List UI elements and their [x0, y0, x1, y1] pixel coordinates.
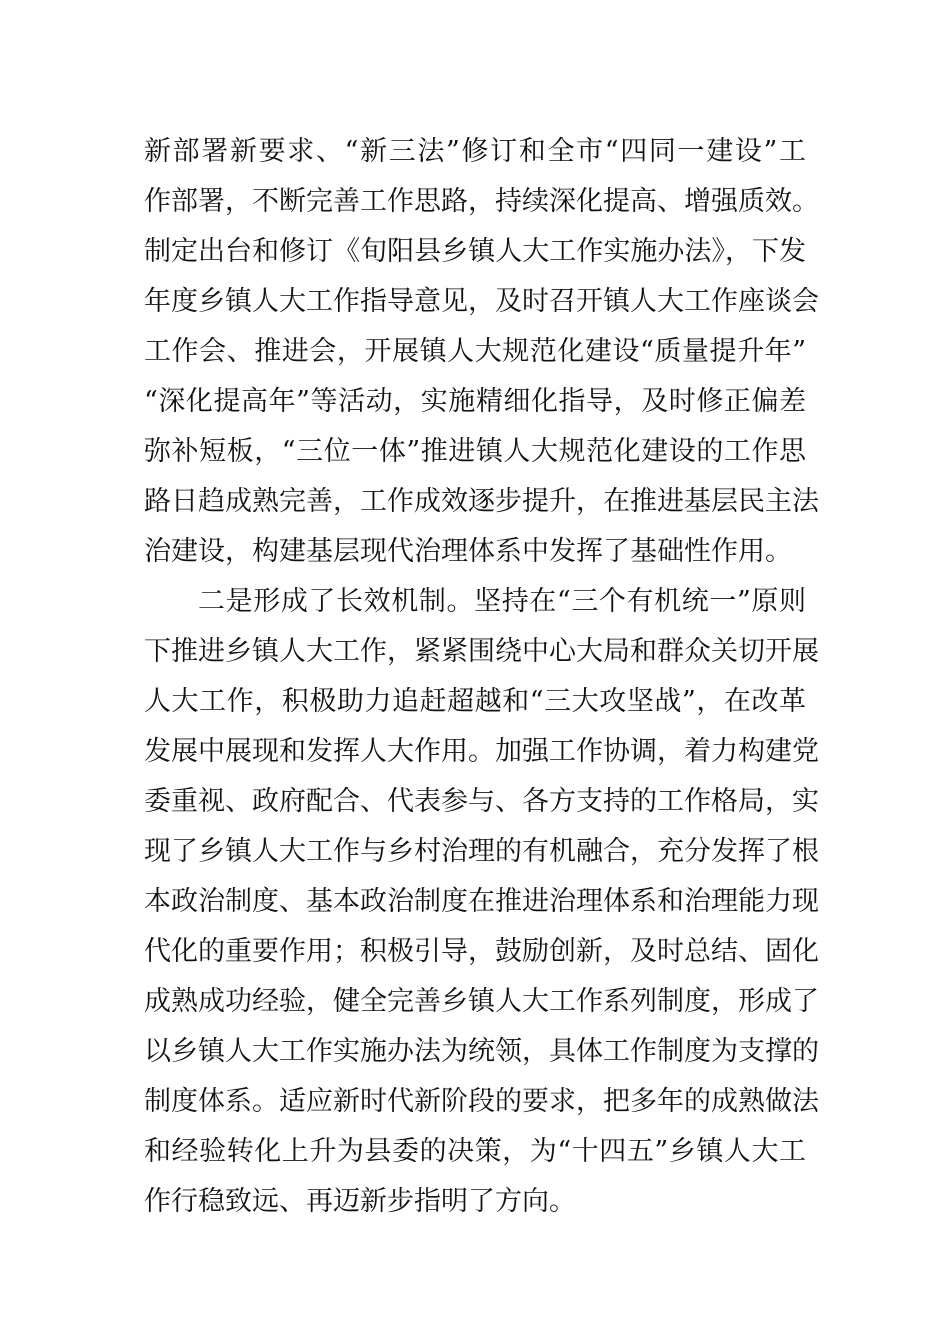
paragraph-line: 委重视、政府配合、代表参与、各方支持的工作格局，实: [144, 786, 819, 817]
paragraph-line: 路日趋成熟完善，工作成效逐步提升，在推进基层民主法: [144, 486, 819, 517]
paragraph-line: 作行稳致远、再迈新步指明了方向。: [144, 1186, 576, 1217]
paragraph-line: 本政治制度、基本政治制度在推进治理体系和治理能力现: [144, 886, 819, 917]
paragraph-line: 下推进乡镇人大工作，紧紧围绕中心大局和群众关切开展: [144, 636, 819, 667]
paragraph-line: 和经验转化上升为县委的决策，为“十四五”乡镇人大工: [144, 1136, 806, 1167]
paragraph-line: 成熟成功经验，健全完善乡镇人大工作系列制度，形成了: [144, 986, 819, 1017]
paragraph-line: 新部署新要求、“新三法”修订和全市“四同一建设”工: [144, 136, 806, 167]
paragraph-line: 人大工作，积极助力追赶超越和“三大攻坚战”，在改革: [144, 686, 806, 717]
paragraph-line: 弥补短板，“三位一体”推进镇人大规范化建设的工作思: [144, 436, 806, 467]
paragraph-line: 以乡镇人大工作实施办法为统领，具体工作制度为支撑的: [144, 1036, 819, 1067]
paragraph-line: 现了乡镇人大工作与乡村治理的有机融合，充分发挥了根: [144, 836, 819, 867]
paragraph-line: 制定出台和修订《旬阳县乡镇人大工作实施办法》，下发: [144, 236, 806, 267]
paragraph-line: 作部署，不断完善工作思路，持续深化提高、增强质效。: [144, 186, 819, 217]
paragraph-line: 二是形成了长效机制。坚持在“三个有机统一”原则: [198, 586, 806, 617]
paragraph-line: 代化的重要作用；积极引导，鼓励创新，及时总结、固化: [144, 936, 819, 967]
paragraph-line: “深化提高年”等活动，实施精细化指导，及时修正偏差: [144, 386, 806, 417]
paragraph-line: 工作会、推进会，开展镇人大规范化建设“质量提升年”: [144, 336, 806, 367]
paragraph-line: 治建设，构建基层现代治理体系中发挥了基础性作用。: [144, 536, 792, 567]
paragraph-line: 年度乡镇人大工作指导意见，及时召开镇人大工作座谈会: [144, 286, 819, 317]
paragraph-line: 发展中展现和发挥人大作用。加强工作协调，着力构建党: [144, 736, 819, 767]
paragraph-line: 制度体系。适应新时代新阶段的要求，把多年的成熟做法: [144, 1086, 819, 1117]
